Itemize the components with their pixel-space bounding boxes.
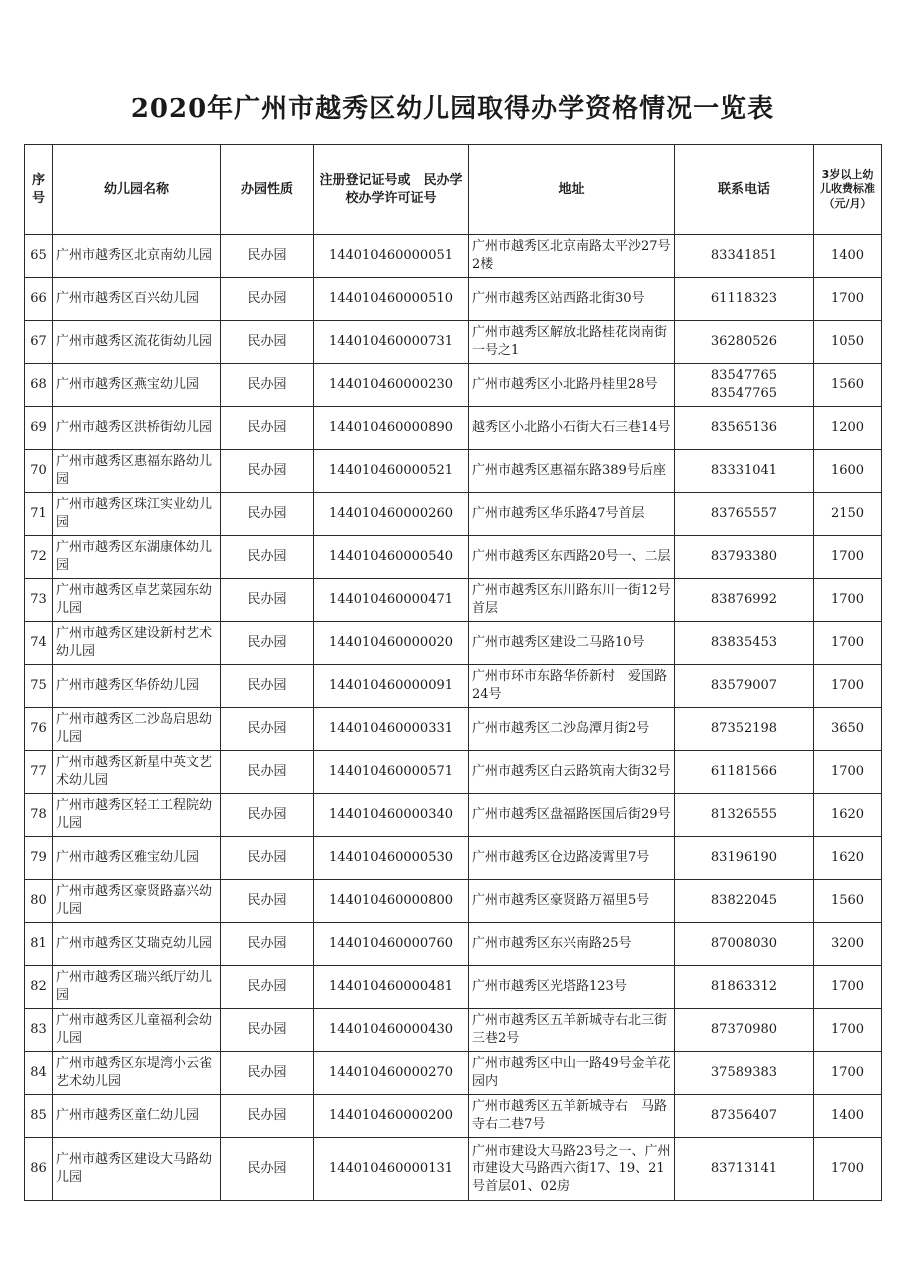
cell-registration: 144010460000521 [314, 450, 469, 493]
cell-fee: 1700 [814, 751, 882, 794]
cell-no: 69 [25, 407, 53, 450]
cell-no: 80 [25, 880, 53, 923]
cell-type: 民办园 [221, 622, 314, 665]
cell-type: 民办园 [221, 1052, 314, 1095]
cell-name: 广州市越秀区瑞兴纸厅幼儿园 [53, 966, 221, 1009]
cell-type: 民办园 [221, 450, 314, 493]
cell-name: 广州市越秀区北京南幼儿园 [53, 235, 221, 278]
cell-no: 79 [25, 837, 53, 880]
cell-fee: 2150 [814, 493, 882, 536]
cell-registration: 144010460000091 [314, 665, 469, 708]
cell-registration: 144010460000760 [314, 923, 469, 966]
cell-phone: 83579007 [675, 665, 814, 708]
cell-registration: 144010460000340 [314, 794, 469, 837]
cell-registration: 144010460000430 [314, 1009, 469, 1052]
cell-phone: 87008030 [675, 923, 814, 966]
cell-no: 76 [25, 708, 53, 751]
cell-address: 越秀区小北路小石街大石三巷14号 [469, 407, 675, 450]
cell-address: 广州市越秀区东川路东川一街12号首层 [469, 579, 675, 622]
cell-type: 民办园 [221, 966, 314, 1009]
cell-address: 广州市建设大马路23号之一、广州市建设大马路西六街17、19、21号首层01、02房 [469, 1138, 675, 1201]
cell-fee: 1700 [814, 665, 882, 708]
cell-type: 民办园 [221, 1138, 314, 1201]
cell-phone: 81326555 [675, 794, 814, 837]
cell-address: 广州市越秀区小北路丹桂里28号 [469, 364, 675, 407]
cell-type: 民办园 [221, 751, 314, 794]
cell-name: 广州市越秀区流花街幼儿园 [53, 321, 221, 364]
table-row [25, 923, 882, 966]
cell-phone: 61118323 [675, 278, 814, 321]
cell-phone: 83765557 [675, 493, 814, 536]
table-row [25, 364, 882, 407]
page-title: 2020年广州市越秀区幼儿园取得办学资格情况一览表 [130, 94, 775, 124]
cell-registration: 144010460000020 [314, 622, 469, 665]
cell-address: 广州市越秀区五羊新城寺右北三街三巷2号 [469, 1009, 675, 1052]
cell-no: 74 [25, 622, 53, 665]
cell-no: 78 [25, 794, 53, 837]
cell-phone: 37589383 [675, 1052, 814, 1095]
cell-fee: 1050 [814, 321, 882, 364]
cell-no: 75 [25, 665, 53, 708]
cell-name: 广州市越秀区二沙岛启思幼儿园 [53, 708, 221, 751]
cell-type: 民办园 [221, 321, 314, 364]
cell-phone: 87352198 [675, 708, 814, 751]
cell-no: 71 [25, 493, 53, 536]
header-registration: 注册登记证号或 民办学校办学许可证号 [314, 145, 469, 235]
cell-phone: 61181566 [675, 751, 814, 794]
cell-name: 广州市越秀区洪桥街幼儿园 [53, 407, 221, 450]
cell-address: 广州市越秀区解放北路桂花岗南街一号之1 [469, 321, 675, 364]
cell-registration: 144010460000731 [314, 321, 469, 364]
table-body [25, 235, 882, 1201]
header-fee: 3岁以上幼儿收费标准（元/月） [814, 145, 882, 235]
cell-no: 85 [25, 1095, 53, 1138]
cell-fee: 1700 [814, 622, 882, 665]
cell-phone: 83822045 [675, 880, 814, 923]
cell-type: 民办园 [221, 923, 314, 966]
cell-name: 广州市越秀区惠福东路幼儿园 [53, 450, 221, 493]
cell-no: 73 [25, 579, 53, 622]
cell-fee: 1700 [814, 966, 882, 1009]
cell-no: 66 [25, 278, 53, 321]
header-phone: 联系电话 [675, 145, 814, 235]
table-row [25, 837, 882, 880]
cell-fee: 3650 [814, 708, 882, 751]
header-type: 办园性质 [221, 145, 314, 235]
table-row [25, 1009, 882, 1052]
cell-phone: 83876992 [675, 579, 814, 622]
table-row [25, 536, 882, 579]
cell-registration: 144010460000230 [314, 364, 469, 407]
header-address: 地址 [469, 145, 675, 235]
cell-address: 广州市越秀区豪贤路万福里5号 [469, 880, 675, 923]
cell-registration: 144010460000471 [314, 579, 469, 622]
table-row [25, 1052, 882, 1095]
cell-no: 84 [25, 1052, 53, 1095]
table-row [25, 708, 882, 751]
cell-fee: 1400 [814, 235, 882, 278]
cell-no: 65 [25, 235, 53, 278]
cell-type: 民办园 [221, 407, 314, 450]
cell-type: 民办园 [221, 364, 314, 407]
cell-registration: 144010460000571 [314, 751, 469, 794]
cell-phone: 83547765 83547765 [675, 364, 814, 407]
cell-type: 民办园 [221, 708, 314, 751]
cell-phone: 36280526 [675, 321, 814, 364]
cell-registration: 144010460000540 [314, 536, 469, 579]
cell-name: 广州市越秀区新星中英文艺术幼儿园 [53, 751, 221, 794]
cell-address: 广州市环市东路华侨新村 爱国路24号 [469, 665, 675, 708]
cell-no: 72 [25, 536, 53, 579]
cell-registration: 144010460000510 [314, 278, 469, 321]
cell-no: 68 [25, 364, 53, 407]
cell-address: 广州市越秀区中山一路49号金羊花园内 [469, 1052, 675, 1095]
cell-type: 民办园 [221, 536, 314, 579]
table-row [25, 493, 882, 536]
cell-fee: 1620 [814, 794, 882, 837]
cell-registration: 144010460000331 [314, 708, 469, 751]
cell-address: 广州市越秀区光塔路123号 [469, 966, 675, 1009]
cell-address: 广州市越秀区站西路北街30号 [469, 278, 675, 321]
cell-phone: 83196190 [675, 837, 814, 880]
table-row [25, 751, 882, 794]
cell-fee: 1700 [814, 278, 882, 321]
table-row [25, 235, 882, 278]
cell-fee: 1700 [814, 536, 882, 579]
cell-name: 广州市越秀区燕宝幼儿园 [53, 364, 221, 407]
cell-registration: 144010460000890 [314, 407, 469, 450]
cell-type: 民办园 [221, 1095, 314, 1138]
cell-phone: 81863312 [675, 966, 814, 1009]
cell-address: 广州市越秀区华乐路47号首层 [469, 493, 675, 536]
cell-phone: 83331041 [675, 450, 814, 493]
cell-name: 广州市越秀区卓艺菜园东幼儿园 [53, 579, 221, 622]
cell-name: 广州市越秀区雅宝幼儿园 [53, 837, 221, 880]
cell-registration: 144010460000200 [314, 1095, 469, 1138]
cell-no: 77 [25, 751, 53, 794]
kindergarten-table [24, 144, 882, 1201]
cell-name: 广州市越秀区东堤湾小云雀艺术幼儿园 [53, 1052, 221, 1095]
table-row [25, 880, 882, 923]
cell-type: 民办园 [221, 278, 314, 321]
cell-fee: 1700 [814, 1138, 882, 1201]
cell-address: 广州市越秀区东西路20号一、二层 [469, 536, 675, 579]
cell-fee: 1560 [814, 880, 882, 923]
table-row [25, 407, 882, 450]
cell-address: 广州市越秀区仓边路凌霄里7号 [469, 837, 675, 880]
cell-fee: 1620 [814, 837, 882, 880]
table-row [25, 579, 882, 622]
header-name: 幼儿园名称 [53, 145, 221, 235]
cell-phone: 83835453 [675, 622, 814, 665]
cell-name: 广州市越秀区建设新村艺术幼儿园 [53, 622, 221, 665]
table-row [25, 665, 882, 708]
cell-phone: 83341851 [675, 235, 814, 278]
table-row [25, 321, 882, 364]
cell-name: 广州市越秀区艾瑞克幼儿园 [53, 923, 221, 966]
cell-registration: 144010460000131 [314, 1138, 469, 1201]
cell-registration: 144010460000530 [314, 837, 469, 880]
table-row [25, 794, 882, 837]
cell-no: 86 [25, 1138, 53, 1201]
cell-address: 广州市越秀区二沙岛潭月街2号 [469, 708, 675, 751]
table-row [25, 1095, 882, 1138]
cell-phone: 83793380 [675, 536, 814, 579]
cell-address: 广州市越秀区建设二马路10号 [469, 622, 675, 665]
header-no: 序号 [25, 145, 53, 235]
cell-no: 70 [25, 450, 53, 493]
cell-name: 广州市越秀区轻工工程院幼儿园 [53, 794, 221, 837]
table-row [25, 1138, 882, 1201]
cell-address: 广州市越秀区五羊新城寺右 马路寺右二巷7号 [469, 1095, 675, 1138]
cell-type: 民办园 [221, 579, 314, 622]
cell-fee: 1700 [814, 1009, 882, 1052]
cell-type: 民办园 [221, 493, 314, 536]
cell-type: 民办园 [221, 880, 314, 923]
table-row [25, 966, 882, 1009]
cell-fee: 1600 [814, 450, 882, 493]
cell-address: 广州市越秀区盘福路医国后街29号 [469, 794, 675, 837]
table-row [25, 450, 882, 493]
cell-type: 民办园 [221, 794, 314, 837]
cell-fee: 1700 [814, 1052, 882, 1095]
cell-type: 民办园 [221, 1009, 314, 1052]
cell-no: 83 [25, 1009, 53, 1052]
cell-registration: 144010460000260 [314, 493, 469, 536]
cell-phone: 83565136 [675, 407, 814, 450]
cell-name: 广州市越秀区儿童福利会幼儿园 [53, 1009, 221, 1052]
table-header [25, 145, 882, 235]
cell-name: 广州市越秀区童仁幼儿园 [53, 1095, 221, 1138]
cell-address: 广州市越秀区北京南路太平沙27号2楼 [469, 235, 675, 278]
cell-phone: 83713141 [675, 1138, 814, 1201]
cell-fee: 3200 [814, 923, 882, 966]
cell-registration: 144010460000051 [314, 235, 469, 278]
cell-no: 67 [25, 321, 53, 364]
cell-phone: 87370980 [675, 1009, 814, 1052]
cell-name: 广州市越秀区百兴幼儿园 [53, 278, 221, 321]
cell-registration: 144010460000270 [314, 1052, 469, 1095]
cell-phone: 87356407 [675, 1095, 814, 1138]
cell-type: 民办园 [221, 235, 314, 278]
cell-address: 广州市越秀区白云路筑南大街32号 [469, 751, 675, 794]
cell-no: 81 [25, 923, 53, 966]
cell-registration: 144010460000800 [314, 880, 469, 923]
cell-address: 广州市越秀区东兴南路25号 [469, 923, 675, 966]
cell-name: 广州市越秀区珠江实业幼儿园 [53, 493, 221, 536]
table-row [25, 278, 882, 321]
cell-type: 民办园 [221, 837, 314, 880]
cell-type: 民办园 [221, 665, 314, 708]
cell-fee: 1400 [814, 1095, 882, 1138]
cell-name: 广州市越秀区建设大马路幼儿园 [53, 1138, 221, 1201]
cell-fee: 1560 [814, 364, 882, 407]
cell-address: 广州市越秀区惠福东路389号后座 [469, 450, 675, 493]
table-row [25, 622, 882, 665]
cell-name: 广州市越秀区豪贤路嘉兴幼儿园 [53, 880, 221, 923]
cell-registration: 144010460000481 [314, 966, 469, 1009]
cell-no: 82 [25, 966, 53, 1009]
cell-fee: 1700 [814, 579, 882, 622]
cell-name: 广州市越秀区华侨幼儿园 [53, 665, 221, 708]
cell-name: 广州市越秀区东湖康体幼儿园 [53, 536, 221, 579]
cell-fee: 1200 [814, 407, 882, 450]
